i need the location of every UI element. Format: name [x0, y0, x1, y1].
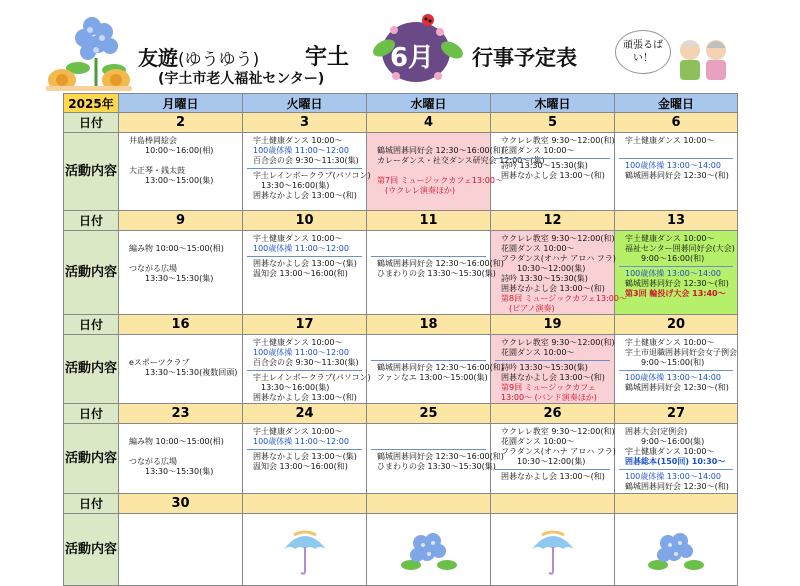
- date-cell: 19: [491, 315, 615, 335]
- activity-cell: [491, 335, 615, 404]
- date-label: 日付: [64, 404, 119, 424]
- event-line: 花園ダンス 10:00〜: [501, 244, 575, 253]
- activity-row: [64, 133, 738, 211]
- date-cell: 13: [615, 211, 738, 231]
- event-line: 鶴城囲碁同好会 12:30〜16:00(和): [377, 146, 504, 155]
- event-line: [367, 234, 490, 244]
- divider: [495, 469, 610, 470]
- activity-cell: [243, 231, 367, 315]
- date-cell: 6: [615, 113, 738, 133]
- date-cell: 26: [491, 404, 615, 424]
- event-line: 100歳体操 13:00〜14:00: [625, 472, 721, 481]
- event-line: 13:30〜15:30(複数回頭): [129, 368, 238, 377]
- activity-cell: [491, 231, 627, 315]
- event-line: 囲碁総本(150回) 10:30〜: [625, 457, 726, 466]
- date-cell: 16: [119, 315, 243, 335]
- event-line: カレーダンス・社交ダンス研究会 12:00〜(集): [377, 156, 545, 165]
- activity-cell: [615, 231, 738, 315]
- event-line: [367, 136, 490, 146]
- date-cell: 4: [367, 113, 491, 133]
- event-line: 編み物 10:00〜15:00(相): [129, 437, 224, 446]
- date-cell: 25: [367, 404, 491, 424]
- activity-cell: [119, 424, 243, 494]
- date-row: [64, 404, 738, 424]
- date-cell: [491, 494, 615, 514]
- activity-label: 活動内容: [64, 424, 119, 494]
- event-line: 花園ダンス 10:00〜: [501, 437, 575, 446]
- event-line: 9:00〜16:00(集): [625, 437, 705, 446]
- activity-cell: [367, 335, 504, 404]
- event-line: 鶴城囲碁同好会 12:30〜16:00(和): [377, 363, 504, 372]
- event-line: 井島棒岡絵会: [129, 136, 177, 145]
- schedule-table: [63, 93, 738, 586]
- umbrella-icon: [280, 527, 330, 577]
- event-line: 13:30〜16:00(集): [253, 383, 330, 392]
- week-rows: [64, 113, 738, 586]
- event-line: つながる広場: [129, 264, 177, 273]
- event-line: [119, 338, 242, 348]
- activity-row: [64, 424, 738, 494]
- event-line: フラダンス(オハナ アロハ フラ): [501, 447, 616, 456]
- event-line: 宇土健康ダンス 10:00〜: [625, 447, 715, 456]
- event-line: 百合会の会 9:30〜11:30(集): [253, 156, 359, 165]
- activity-cell: [615, 335, 738, 404]
- divider: [495, 158, 610, 159]
- year-cell: 2025年: [64, 94, 119, 113]
- event-line: 100歳体操 11:00〜12:00: [253, 146, 349, 155]
- event-line: 宇土健康ダンス 10:00〜: [253, 427, 343, 436]
- event-line: [119, 427, 242, 437]
- date-cell: 17: [243, 315, 367, 335]
- event-line: 温知会 13:00〜16:00(和): [253, 462, 348, 471]
- event-line: [119, 254, 242, 264]
- event-line: 13:00〜 (バンド演奏ほか): [501, 393, 597, 402]
- activity-cell: [119, 335, 243, 404]
- event-line: 10:30〜12:00(集): [501, 457, 586, 466]
- event-line: 100歳体操 11:00〜12:00: [253, 437, 349, 446]
- divider: [619, 370, 733, 371]
- hydrangea-icon: [646, 527, 706, 575]
- event-line: ウクレレ教室 9:30〜12:00(和): [501, 338, 615, 347]
- divider: [371, 360, 486, 361]
- umbrella-icon: [528, 527, 578, 577]
- event-line: ファンなエ 13:00〜15:00(集): [377, 373, 488, 382]
- event-line: ウクレレ教室 9:30〜12:00(和): [501, 427, 615, 436]
- weekday-header: 木曜日: [491, 94, 615, 113]
- event-line: 9:00〜16:00(和): [625, 254, 705, 263]
- page-header: [0, 0, 800, 92]
- date-cell: 30: [119, 494, 243, 514]
- event-line: フラダンス(オハナ アロハ フラ): [501, 254, 616, 263]
- date-cell: [243, 494, 367, 514]
- event-line: 宇土レインボークラブ(パソコン): [253, 171, 371, 180]
- date-cell: 9: [119, 211, 243, 231]
- date-cell: 12: [491, 211, 615, 231]
- title-schedule: 行事予定表: [472, 46, 577, 70]
- activity-cell: [243, 133, 371, 211]
- date-label: 日付: [64, 315, 119, 335]
- title-name: 友遊: [138, 46, 178, 70]
- event-line: 第9回 ミュージックカフェ: [501, 383, 596, 392]
- divider: [619, 158, 733, 159]
- event-line: 第7回 ミュージックカフェ13:00〜: [377, 176, 503, 185]
- event-line: 100歳体操 13:00〜14:00: [625, 269, 721, 278]
- date-cell: [615, 494, 738, 514]
- event-line: ひまわりの会 13:30〜15:30(集): [377, 269, 496, 278]
- title-kana: (ゆうゆう): [178, 50, 260, 70]
- event-line: 鶴城囲碁同好会 12:30〜16:00(和): [377, 259, 504, 268]
- event-line: 9:00〜15:00(和): [625, 358, 705, 367]
- event-line: 囲碁なかよし会 13:00〜(集): [253, 259, 357, 268]
- activity-row: [64, 514, 738, 586]
- title-main: [138, 42, 259, 71]
- event-line: 鶴城囲碁同好会 12:30〜(和): [625, 279, 729, 288]
- date-cell: [367, 494, 491, 514]
- event-line: 100歳体操 13:00〜14:00: [625, 373, 721, 382]
- weekday-header-row: [64, 94, 738, 113]
- hydrangea-snail-illustration: [40, 8, 135, 92]
- hydrangea-icon: [399, 527, 459, 575]
- event-line: 宇土レインボークラブ(パソコン): [253, 373, 371, 382]
- activity-label: 活動内容: [64, 514, 119, 586]
- divider: [247, 449, 362, 450]
- date-cell: 20: [615, 315, 738, 335]
- date-label: 日付: [64, 494, 119, 514]
- event-line: 100歳体操 13:00〜14:00: [625, 161, 721, 170]
- event-line: 福祉センター囲碁同好会(大会): [625, 244, 735, 253]
- event-line: [367, 244, 490, 254]
- event-line: [119, 348, 242, 358]
- event-line: [367, 437, 490, 447]
- event-line: 100歳体操 11:00〜12:00: [253, 348, 349, 357]
- activity-cell: [615, 133, 738, 211]
- speech-bubble: 頑張るばい！: [615, 30, 671, 74]
- date-cell: 18: [367, 315, 491, 335]
- date-cell: 24: [243, 404, 367, 424]
- event-line: 13:30〜16:00(集): [253, 181, 330, 190]
- event-line: 宇土健康ダンス 10:00〜: [625, 234, 715, 243]
- activity-cell: [491, 424, 615, 494]
- weekday-header: 水曜日: [367, 94, 491, 113]
- divider: [619, 266, 733, 267]
- event-line: 囲碁なかよし会 13:00〜(和): [253, 393, 357, 402]
- event-line: 花園ダンス 10:00〜: [501, 348, 575, 357]
- divider: [495, 360, 610, 361]
- event-line: つながる広場: [129, 457, 177, 466]
- activity-label: 活動内容: [64, 231, 119, 315]
- date-label: 日付: [64, 211, 119, 231]
- divider: [371, 449, 486, 450]
- event-line: 13:30〜15:30(集): [129, 274, 214, 283]
- event-line: 囲碁なかよし会 13:00〜(和): [501, 284, 605, 293]
- activity-label: 活動内容: [64, 335, 119, 404]
- activity-cell: [243, 424, 367, 494]
- event-line: 宇土健康ダンス 10:00〜: [253, 338, 343, 347]
- event-line: 第8回 ミュージックカフェ13:00〜: [501, 294, 627, 303]
- event-line: 詩吟 13:30〜15:30(集): [501, 274, 588, 283]
- activity-cell: [119, 231, 243, 315]
- date-label: 日付: [64, 113, 119, 133]
- date-cell: 10: [243, 211, 367, 231]
- event-line: 百合会の会 9:30〜11:30(集): [253, 358, 359, 367]
- event-line: [615, 146, 737, 156]
- activity-cell: [367, 514, 491, 586]
- activity-cell: [119, 514, 243, 586]
- event-line: 宇土健康ダンス 10:00〜: [253, 136, 343, 145]
- event-line: 宇土健康ダンス 10:00〜: [625, 338, 715, 347]
- event-line: 13:00〜15:00(集): [129, 176, 214, 185]
- date-row: [64, 315, 738, 335]
- event-line: 囲碁なかよし会 13:00〜(和): [501, 171, 605, 180]
- activity-cell: [615, 424, 738, 494]
- divider: [619, 469, 733, 470]
- title-subtitle: (宇土市老人福祉センター): [158, 71, 325, 87]
- event-line: 10:00〜16:00(相): [129, 146, 214, 155]
- date-row: [64, 211, 738, 231]
- weekday-header: 月曜日: [119, 94, 243, 113]
- date-row: [64, 494, 738, 514]
- elderly-couple-illustration: [668, 32, 738, 82]
- event-line: 鶴城囲碁同好会 12:30〜(和): [625, 383, 729, 392]
- divider: [247, 256, 362, 257]
- activity-cell: [119, 133, 243, 211]
- event-line: 囲碁大会(定例会): [625, 427, 688, 436]
- event-line: 温知会 13:00〜16:00(和): [253, 269, 348, 278]
- divider: [247, 370, 362, 371]
- event-line: 大正琴・銭太鼓: [129, 166, 185, 175]
- event-line: [367, 166, 490, 176]
- event-line: [119, 156, 242, 166]
- event-line: ウクレレ教室 9:30〜12:00(和): [501, 234, 615, 243]
- event-line: 詩吟 13:30〜15:30(集): [501, 161, 588, 170]
- activity-label: 活動内容: [64, 133, 119, 211]
- divider: [371, 256, 486, 257]
- date-cell: 2: [119, 113, 243, 133]
- event-line: 第3回 輪投げ大会 13:40〜: [625, 289, 726, 298]
- event-line: 花園ダンス 10:00〜: [501, 146, 575, 155]
- activity-row: [64, 231, 738, 315]
- date-cell: 5: [491, 113, 615, 133]
- event-line: 編み物 10:00〜15:00(相): [129, 244, 224, 253]
- event-line: 囲碁なかよし会 13:00〜(和): [253, 191, 357, 200]
- event-line: [119, 447, 242, 457]
- event-line: 鶴城囲碁同好会 12:30〜(和): [625, 171, 729, 180]
- date-cell: 3: [243, 113, 367, 133]
- activity-cell: [243, 335, 371, 404]
- event-line: 宇土市退職囲碁同好会女子例会: [625, 348, 737, 357]
- event-line: [119, 234, 242, 244]
- event-line: ひまわりの会 13:30〜15:30(集): [377, 462, 496, 471]
- event-line: eスポーツクラブ: [129, 358, 190, 367]
- event-line: [367, 427, 490, 437]
- title-city: 宇土: [305, 45, 350, 70]
- event-line: 鶴城囲碁同好会 12:30〜16:00(和): [377, 452, 504, 461]
- event-line: [367, 338, 490, 348]
- activity-cell: [367, 231, 504, 315]
- event-line: (ピアノ演奏): [501, 304, 555, 313]
- event-line: 宇土健康ダンス 10:00〜: [253, 234, 343, 243]
- event-line: 13:30〜15:30(集): [129, 467, 214, 476]
- activity-cell: [615, 514, 738, 586]
- date-row: [64, 113, 738, 133]
- event-line: 囲碁なかよし会 13:00〜(集): [253, 452, 357, 461]
- event-line: 詩吟 13:30〜15:30(集): [501, 363, 588, 372]
- activity-cell: [367, 424, 504, 494]
- activity-cell: [243, 514, 367, 586]
- event-line: ウクレレ教室 9:30〜12:00(和): [501, 136, 615, 145]
- event-line: 宇土健康ダンス 10:00〜: [625, 136, 715, 145]
- weekday-header: 金曜日: [615, 94, 738, 113]
- event-line: 100歳体操 11:00〜12:00: [253, 244, 349, 253]
- weekday-header: 火曜日: [243, 94, 367, 113]
- activity-cell: [491, 133, 615, 211]
- event-line: 10:30〜12:00(集): [501, 264, 586, 273]
- date-cell: 11: [367, 211, 491, 231]
- date-cell: 23: [119, 404, 243, 424]
- event-line: 鶴城囲碁同好会 12:30〜(和): [625, 482, 729, 491]
- activity-row: [64, 335, 738, 404]
- activity-cell: [491, 514, 615, 586]
- date-cell: 27: [615, 404, 738, 424]
- event-line: (ウクレレ演奏ほか): [377, 186, 456, 195]
- month-label: 6月: [389, 43, 435, 73]
- event-line: [367, 348, 490, 358]
- divider: [247, 168, 362, 169]
- event-line: 囲碁なかよし会 13:00〜(和): [501, 373, 605, 382]
- event-line: 囲碁なかよし会 13:00〜(和): [501, 472, 605, 481]
